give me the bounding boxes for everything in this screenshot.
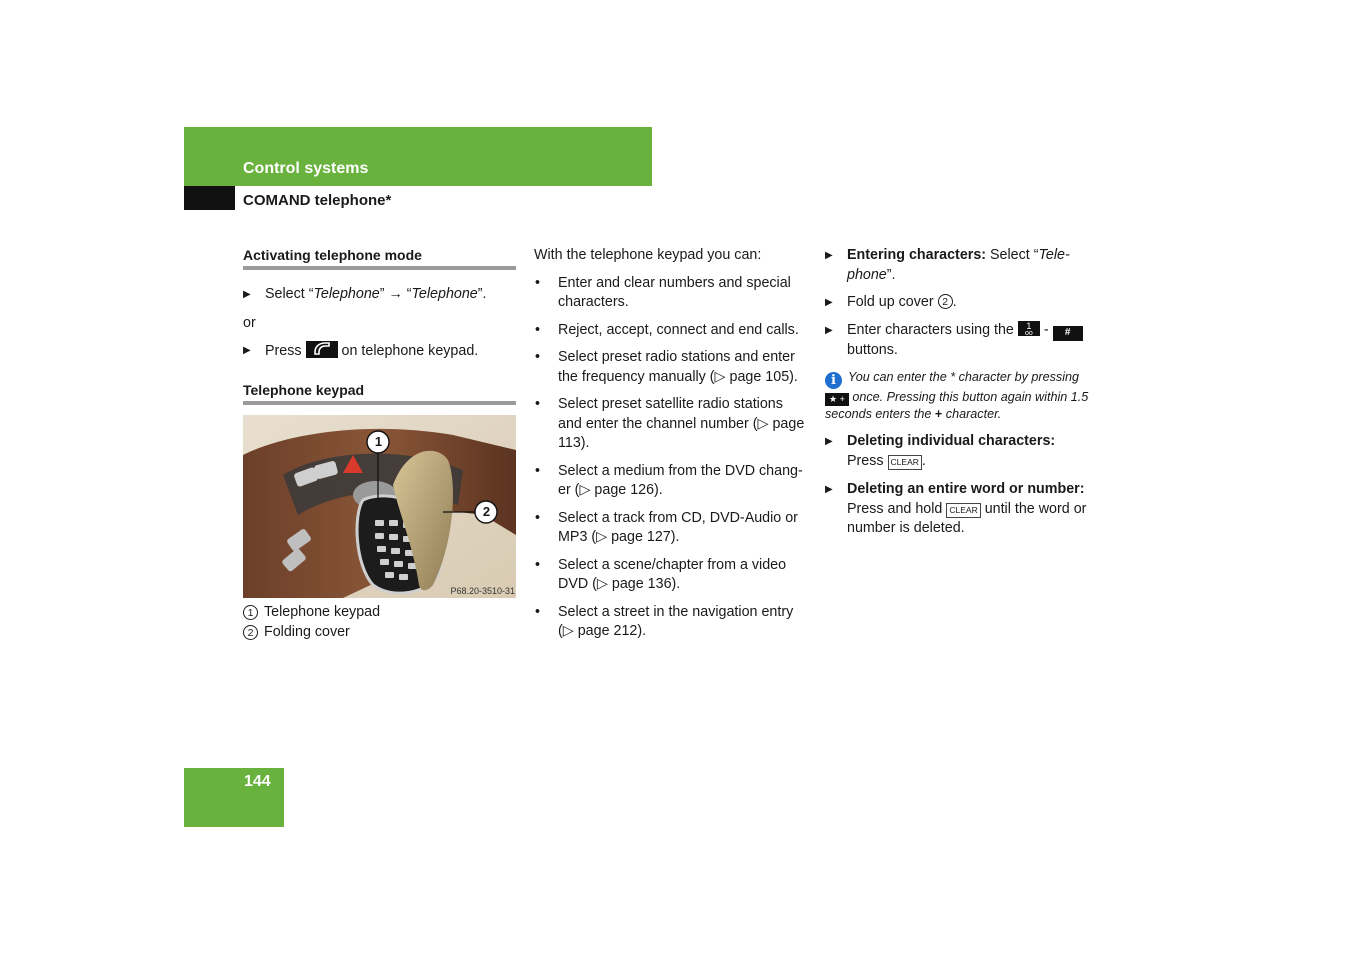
column-2 xyxy=(534,246,806,642)
info-note: i You can enter the * character by pressing ★ + once. Pressing this button again within 1.5 seconds enters the + character. xyxy=(825,370,1089,421)
step-arrow-icon: ▶ xyxy=(825,324,833,336)
step-arrow-icon: ▶ xyxy=(243,345,251,356)
list-item: • Reject, accept, connect and end calls. xyxy=(535,321,799,338)
page-number-block xyxy=(184,768,284,827)
keypad-intro: With the telephone keypad you can: xyxy=(534,247,762,263)
page-number: 144 xyxy=(244,773,271,790)
heading-rule xyxy=(243,266,516,270)
subsection-title: COMAND telephone* xyxy=(243,192,392,209)
step-deleting-entire: ▶ Deleting an entire word or number: Press and hold CLEAR until the word or number is deleted. xyxy=(825,480,1100,539)
list-item: • Enter and clear numbers and special characters. xyxy=(535,274,791,310)
cover-number: 2 xyxy=(938,294,953,309)
callout-1: 1 xyxy=(374,433,383,449)
activating-heading: Activating telephone mode xyxy=(243,247,422,263)
step-text: Select “Telephone” → “Telephone”. xyxy=(265,286,487,302)
or-text: or xyxy=(243,314,256,331)
image-code: P68.20-3510-31 xyxy=(450,585,515,596)
info-icon: i xyxy=(825,372,842,389)
caption-2: 2 Folding cover xyxy=(243,623,516,643)
callout-2: 2 xyxy=(482,503,491,519)
header-black-tab xyxy=(184,186,235,210)
activating-step-2 xyxy=(243,341,516,362)
step-arrow-icon: ▶ xyxy=(825,484,833,495)
clear-key-icon: CLEAR xyxy=(888,455,922,470)
list-item: • Select a street in the navigation entry (▷ page 212). xyxy=(535,603,794,639)
keypad-photo xyxy=(243,415,516,598)
list-item: • Select preset radio stations and enter the frequency manually (▷ page 105). xyxy=(535,349,798,385)
key-1-icon: 1 oo xyxy=(1018,321,1040,336)
activating-step-1 xyxy=(243,285,516,305)
bullet-list xyxy=(534,274,806,642)
step-arrow-icon: ▶ xyxy=(825,297,833,308)
section-title: Control systems xyxy=(243,160,369,177)
caption-1: 1 Telephone keypad xyxy=(243,603,516,623)
caption-num: 1 xyxy=(243,605,258,620)
heading-rule xyxy=(243,401,516,405)
step-enter-characters: ▶ Enter characters using the 1 oo - # buttons. xyxy=(825,321,1100,361)
step-arrow-icon: ▶ xyxy=(825,250,833,261)
menu-telephone-2: Telephone xyxy=(411,286,478,302)
key-hash-icon: # xyxy=(1053,326,1083,341)
step-entering-characters: ▶ Entering characters: Select “Tele- phone”. xyxy=(825,246,1100,285)
column-3 xyxy=(825,246,1100,539)
list-item: • Select a track from CD, DVD-Audio or MP3 (▷ page 127). xyxy=(535,509,798,545)
phone-key-icon xyxy=(306,341,338,358)
step-arrow-icon: ▶ xyxy=(243,289,251,300)
clear-key-icon: CLEAR xyxy=(946,503,980,518)
menu-telephone: Tele- phone xyxy=(847,247,1070,283)
step-deleting-characters: ▶ Deleting individual characters: Press CLEAR . xyxy=(825,432,1100,471)
list-item: • Select a scene/chapter from a video DVD (▷ page 136). xyxy=(535,556,787,592)
step-arrow-icon: ▶ xyxy=(825,436,833,447)
keypad-heading: Telephone keypad xyxy=(243,381,365,398)
list-item: • Select a medium from the DVD chang- er (▷ page 126). xyxy=(535,462,803,498)
caption-num: 2 xyxy=(243,625,258,640)
step-fold-cover: ▶ Fold up cover 2 . xyxy=(825,293,1100,313)
step-text: Press on telephone keypad. xyxy=(265,343,479,359)
column-1 xyxy=(243,246,516,643)
list-item: • Select preset satellite radio stations and enter the channel number (▷ page 113). xyxy=(535,396,805,451)
key-star-icon: ★ + xyxy=(825,393,849,406)
menu-telephone: Telephone xyxy=(313,286,380,302)
